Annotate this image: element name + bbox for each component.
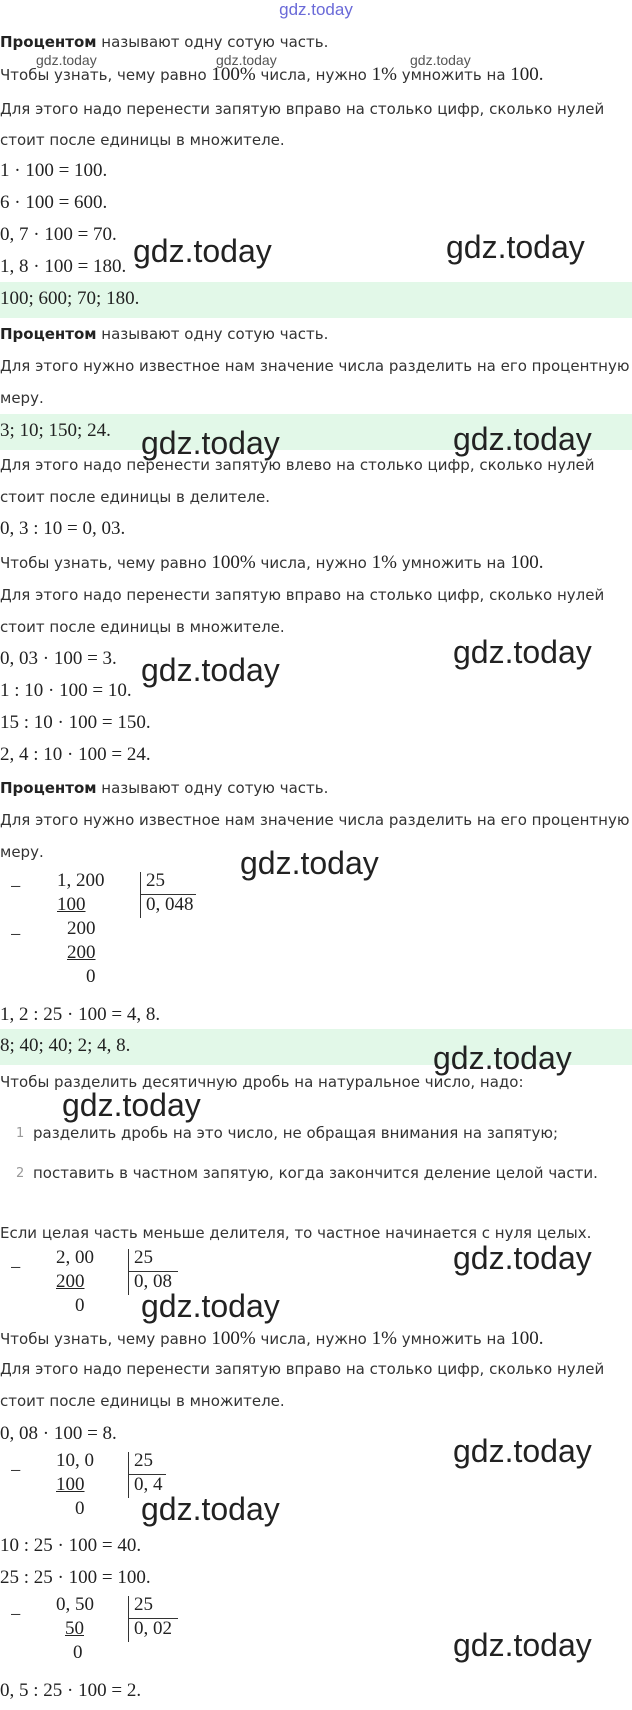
definition-line: Процентом называют одну сотую часть. bbox=[0, 325, 329, 343]
math-line: 1, 2 : 25 · 100 = 4, 8. bbox=[0, 1004, 161, 1025]
math-line: 0, 08 · 100 = 8. bbox=[0, 1423, 117, 1444]
list-number: 2 bbox=[16, 1166, 25, 1181]
rule-left-line-1: Для этого надо перенести запятую влево на столько цифр, сколько нулей bbox=[0, 456, 595, 474]
minus-sign: − bbox=[10, 876, 22, 898]
watermark: gdz.today bbox=[141, 1288, 280, 1324]
remainder: 0 bbox=[75, 1498, 85, 1519]
dividend: 0, 50 bbox=[56, 1594, 94, 1615]
math-line: 1 · 100 = 100. bbox=[0, 160, 108, 181]
subtrahend: 100 bbox=[57, 894, 86, 915]
list-item: поставить в частном запятую, когда закончится деление целой части. bbox=[33, 1164, 598, 1182]
math-line: 1, 8 · 100 = 180. bbox=[0, 256, 127, 277]
division-bar bbox=[140, 872, 141, 918]
rule-right-line-1: Для этого надо перенести запятую вправо на столько цифр, сколько нулей bbox=[0, 1360, 605, 1378]
rule-divide-line-2: меру. bbox=[0, 389, 44, 407]
division-bar bbox=[128, 1452, 129, 1498]
minus-sign: − bbox=[10, 1460, 22, 1482]
watermark: gdz.today bbox=[453, 634, 592, 670]
math-line: 0, 5 : 25 · 100 = 2. bbox=[0, 1680, 142, 1701]
dividend: 1, 200 bbox=[57, 870, 105, 891]
remainder: 0 bbox=[75, 1295, 85, 1316]
division-bar bbox=[128, 1249, 129, 1295]
divisor: 25 bbox=[134, 1450, 153, 1471]
subtrahend: 50 bbox=[65, 1618, 84, 1639]
find-100-line: Чтобы узнать, чему равно 100% числа, нужно 1% умножить на 100. bbox=[0, 64, 544, 85]
watermark-small: gdz.today bbox=[36, 52, 97, 68]
watermark-small: gdz.today bbox=[216, 52, 277, 68]
watermark: gdz.today bbox=[453, 1433, 592, 1469]
subtrahend: 200 bbox=[67, 942, 96, 963]
dividend: 10, 0 bbox=[56, 1450, 94, 1471]
divisor: 25 bbox=[146, 870, 165, 891]
watermark: gdz.today bbox=[62, 1087, 201, 1123]
math-line: 0, 3 : 10 = 0, 03. bbox=[0, 518, 126, 539]
remainder: 200 bbox=[67, 918, 96, 939]
math-line: 10 : 25 · 100 = 40. bbox=[0, 1535, 142, 1556]
watermark: gdz.today bbox=[133, 233, 272, 269]
watermark: gdz.today bbox=[446, 229, 585, 265]
minus-sign: − bbox=[10, 1257, 22, 1279]
math-line: 1 : 10 · 100 = 10. bbox=[0, 680, 132, 701]
answer-line: 8; 40; 40; 2; 4, 8. bbox=[0, 1035, 131, 1056]
divisor: 25 bbox=[134, 1594, 153, 1615]
subtrahend: 100 bbox=[56, 1474, 85, 1495]
math-line: 2, 4 : 10 · 100 = 24. bbox=[0, 744, 151, 765]
remainder: 0 bbox=[86, 966, 96, 987]
rule-divide-line-2: меру. bbox=[0, 843, 44, 861]
long-division bbox=[0, 870, 210, 990]
answer-line: 100; 600; 70; 180. bbox=[0, 288, 140, 309]
dividend: 2, 00 bbox=[56, 1247, 94, 1268]
math-line: 0, 7 · 100 = 70. bbox=[0, 224, 117, 245]
rule-divide-line-1: Для этого нужно известное нам значение числа разделить на его процентную bbox=[0, 811, 630, 829]
watermark: gdz.today bbox=[141, 652, 280, 688]
definition-line: Процентом называют одну сотую часть. bbox=[0, 779, 329, 797]
watermark: gdz.today bbox=[453, 421, 592, 457]
rule-right-line-2: стоит после единицы в множителе. bbox=[0, 131, 285, 149]
remainder: 0 bbox=[73, 1642, 83, 1663]
subtrahend: 200 bbox=[56, 1271, 85, 1292]
watermark: gdz.today bbox=[141, 1491, 280, 1527]
answer-line: 3; 10; 150; 24. bbox=[0, 420, 111, 441]
watermark: gdz.today bbox=[453, 1627, 592, 1663]
find-100-line: Чтобы узнать, чему равно 100% числа, нужно 1% умножить на 100. bbox=[0, 552, 544, 573]
watermark: gdz.today bbox=[141, 425, 280, 461]
rule-right-line-1: Для этого надо перенести запятую вправо на столько цифр, сколько нулей bbox=[0, 586, 605, 604]
watermark: gdz.today bbox=[453, 1240, 592, 1276]
zero-int-rule: Если целая часть меньше делителя, то частное начинается с нуля целых. bbox=[0, 1224, 592, 1242]
math-line: 6 · 100 = 600. bbox=[0, 192, 108, 213]
math-line: 15 : 10 · 100 = 150. bbox=[0, 712, 151, 733]
rule-right-line-2: стоит после единицы в множителе. bbox=[0, 1392, 285, 1410]
rule-divide-line-1: Для этого нужно известное нам значение числа разделить на его процентную bbox=[0, 357, 630, 375]
long-division bbox=[0, 1594, 210, 1666]
rule-right-line-1: Для этого надо перенести запятую вправо на столько цифр, сколько нулей bbox=[0, 100, 605, 118]
quotient: 0, 02 bbox=[134, 1618, 172, 1639]
quotient: 0, 048 bbox=[146, 894, 194, 915]
watermark-small: gdz.today bbox=[410, 52, 471, 68]
find-100-line: Чтобы узнать, чему равно 100% числа, нужно 1% умножить на 100. bbox=[0, 1328, 544, 1349]
divisor: 25 bbox=[134, 1247, 153, 1268]
watermark: gdz.today bbox=[240, 845, 379, 881]
math-line: 25 : 25 · 100 = 100. bbox=[0, 1567, 151, 1588]
definition-line: Процентом называют одну сотую часть. bbox=[0, 33, 329, 51]
math-line: 0, 03 · 100 = 3. bbox=[0, 648, 117, 669]
minus-sign: − bbox=[10, 1604, 22, 1626]
quotient: 0, 08 bbox=[134, 1271, 172, 1292]
list-item: разделить дробь на это число, не обращая внимания на запятую; bbox=[33, 1124, 559, 1142]
rule-right-line-2: стоит после единицы в множителе. bbox=[0, 618, 285, 636]
top-watermark: gdz.today bbox=[279, 0, 353, 19]
rule-left-line-2: стоит после единицы в делителе. bbox=[0, 488, 271, 506]
minus-sign: − bbox=[10, 924, 22, 946]
rule-intro: Чтобы разделить десятичную дробь на натуральное число, надо: bbox=[0, 1073, 524, 1091]
list-number: 1 bbox=[16, 1126, 25, 1141]
watermark: gdz.today bbox=[433, 1040, 572, 1076]
division-bar bbox=[128, 1596, 129, 1642]
quotient: 0, 4 bbox=[134, 1474, 163, 1495]
